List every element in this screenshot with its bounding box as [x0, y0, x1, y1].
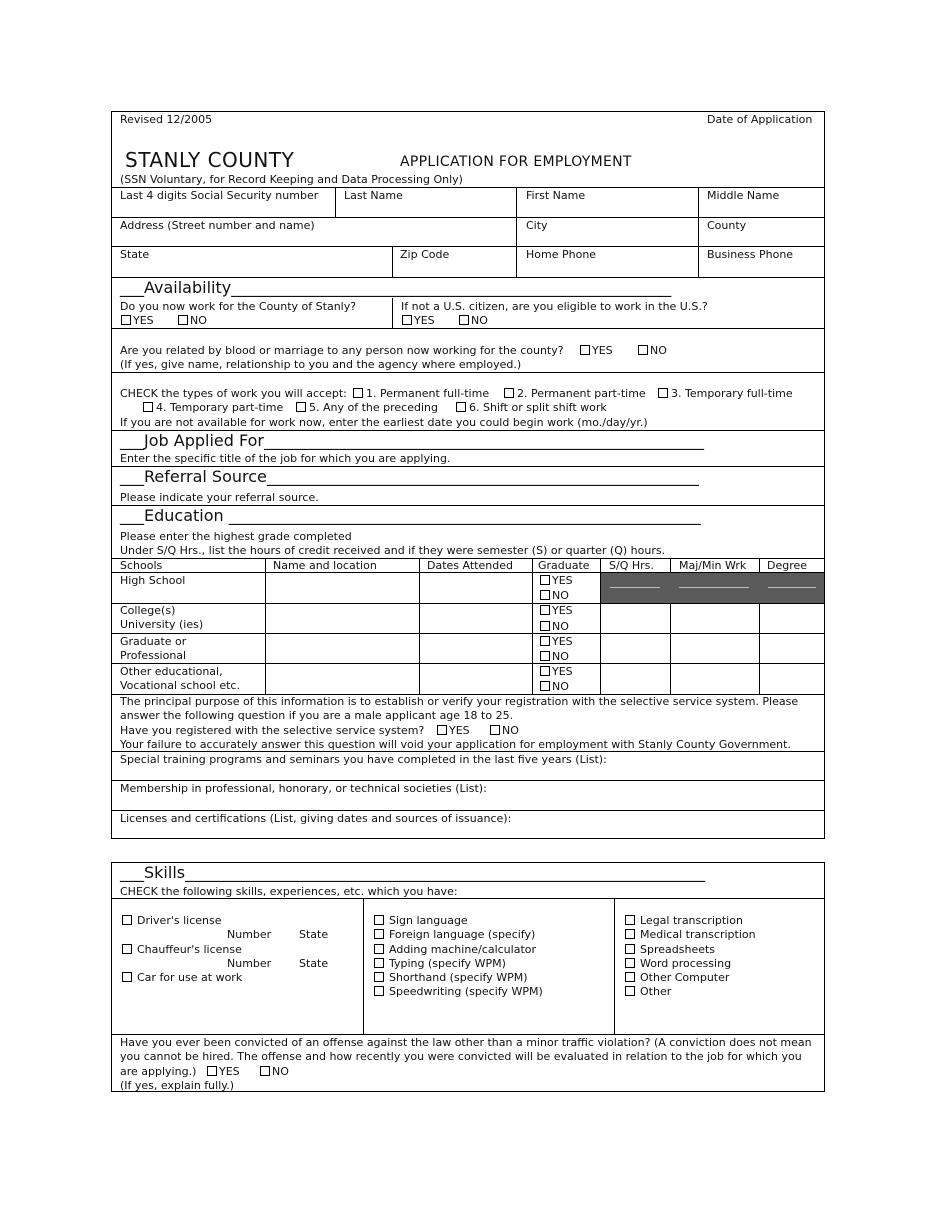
other-graduate-yes-checkbox[interactable]: [540, 666, 550, 676]
skills-heading: ___Skills_________________________________________________________________: [120, 863, 706, 882]
medical-transcription-label: Medical transcription: [640, 928, 756, 941]
job-applied-heading: ___Job Applied For_______________________________________________________: [120, 431, 704, 450]
highest-grade-note: Please enter the highest grade completed: [120, 530, 352, 543]
conviction-yes-checkbox[interactable]: [207, 1066, 217, 1076]
shift-work-label: 6. Shift or split shift work: [469, 401, 607, 414]
typing-label: Typing (specify WPM): [389, 957, 506, 970]
legal-transcription-label: Legal transcription: [640, 914, 743, 927]
permanent-full-time-checkbox[interactable]: [353, 388, 363, 398]
chauffeur-state-label: State: [299, 957, 329, 970]
job-title-note: Enter the specific title of the job for which you are applying.: [120, 452, 451, 465]
availability-heading: ___Availability_______________________________________________________: [120, 278, 672, 297]
other-skill-checkbox[interactable]: [625, 986, 635, 996]
conviction-no-label: NO: [272, 1065, 289, 1078]
college-graduate-no-checkbox[interactable]: [540, 621, 550, 631]
permanent-full-time-label: 1. Permanent full-time: [366, 387, 490, 400]
table-row: College(s): [120, 604, 176, 617]
table-row: Professional: [120, 649, 187, 662]
table-row: Graduate or: [120, 635, 187, 648]
related-note: (If yes, give name, relationship to you and the agency where employed.): [120, 358, 522, 371]
special-training-field[interactable]: Special training programs and seminars you have completed in the last five years (List):: [120, 753, 607, 766]
citizen-no-label: NO: [471, 314, 488, 327]
conviction-no-checkbox[interactable]: [260, 1066, 270, 1076]
citizen-no-checkbox[interactable]: [459, 315, 469, 325]
check-work-types-label: CHECK the types of work you will accept:: [120, 387, 347, 400]
selective-service-purpose: The principal purpose of this information is to establish or verify your registration with the selective service system. Please: [120, 695, 799, 708]
col-sq-hours: S/Q Hrs.: [609, 559, 654, 572]
referral-source-heading: ___Referral Source______________________________________________________: [120, 467, 699, 486]
ssn-note: (SSN Voluntary, for Record Keeping and Data Processing Only): [120, 173, 463, 186]
col-dates-attended: Dates Attended: [427, 559, 513, 572]
medical-transcription-checkbox[interactable]: [625, 929, 635, 939]
drivers-license-label: Driver's license: [137, 914, 222, 927]
selective-yes-checkbox[interactable]: [437, 725, 447, 735]
selective-service-warning: Your failure to accurately answer this question will void your application for employment with Stanly County Government.: [120, 738, 791, 751]
home-phone-field[interactable]: Home Phone: [526, 248, 597, 261]
conviction-question-line3: are applying.): [120, 1065, 197, 1078]
other-graduate-no-checkbox[interactable]: [540, 681, 550, 691]
related-question: Are you related by blood or marriage to any person now working for the county?: [120, 344, 564, 357]
city-field[interactable]: City: [526, 219, 548, 232]
college-graduate-no-label: NO: [552, 620, 569, 633]
related-yes-label: YES: [592, 344, 613, 357]
grad-graduate-yes-checkbox[interactable]: [540, 636, 550, 646]
citizen-yes-checkbox[interactable]: [402, 315, 412, 325]
col-schools: Schools: [120, 559, 163, 572]
col-maj-min: Maj/Min Wrk: [679, 559, 747, 572]
temporary-full-time-label: 3. Temporary full-time: [671, 387, 793, 400]
hs-graduate-no-checkbox[interactable]: [540, 590, 550, 600]
shorthand-label: Shorthand (specify WPM): [389, 971, 528, 984]
conviction-question-line2: you cannot be hired. The offense and how recently you were convicted will be evaluated in relation to the job for which you: [120, 1050, 802, 1063]
referral-note: Please indicate your referral source.: [120, 491, 319, 504]
foreign-language-label: Foreign language (specify): [389, 928, 536, 941]
foreign-language-checkbox[interactable]: [374, 929, 384, 939]
grad-graduate-no-checkbox[interactable]: [540, 651, 550, 661]
speedwriting-label: Speedwriting (specify WPM): [389, 985, 543, 998]
conviction-yes-label: YES: [219, 1065, 240, 1078]
temporary-full-time-checkbox[interactable]: [658, 388, 668, 398]
hs-graduate-yes-label: YES: [552, 574, 573, 587]
college-graduate-yes-checkbox[interactable]: [540, 605, 550, 615]
work-county-yes-checkbox[interactable]: [121, 315, 131, 325]
adding-machine-label: Adding machine/calculator: [389, 943, 537, 956]
table-row: Other educational,: [120, 665, 223, 678]
other-computer-label: Other Computer: [640, 971, 730, 984]
conviction-explain-note: (If yes, explain fully.): [120, 1079, 234, 1092]
col-name-location: Name and location: [273, 559, 377, 572]
education-heading: ___Education ___________________________________________________________: [120, 506, 701, 525]
first-name-field[interactable]: First Name: [526, 189, 586, 202]
skills-check-note: CHECK the following skills, experiences, etc. which you have:: [120, 885, 458, 898]
business-phone-field[interactable]: Business Phone: [707, 248, 794, 261]
drivers-license-checkbox[interactable]: [122, 915, 132, 925]
typing-checkbox[interactable]: [374, 958, 384, 968]
conviction-question-line1: Have you ever been convicted of an offense against the law other than a minor traffic violation? (A conviction does not mean: [120, 1036, 812, 1049]
address-field[interactable]: Address (Street number and name): [120, 219, 315, 232]
spreadsheets-checkbox[interactable]: [625, 944, 635, 954]
citizen-question: If not a U.S. citizen, are you eligible to work in the U.S.?: [401, 300, 708, 313]
selective-service-eligibility: answer the following question if you are a male applicant age 18 to 25.: [120, 709, 514, 722]
col-degree: Degree: [767, 559, 808, 572]
permanent-part-time-checkbox[interactable]: [504, 388, 514, 398]
high-school-shaded-cells: [601, 573, 824, 603]
related-no-checkbox[interactable]: [638, 345, 648, 355]
college-graduate-yes-label: YES: [552, 604, 573, 617]
citizen-yes-label: YES: [414, 314, 435, 327]
state-field[interactable]: State: [120, 248, 150, 261]
shift-work-checkbox[interactable]: [456, 402, 466, 412]
zip-code-field[interactable]: Zip Code: [400, 248, 450, 261]
legal-transcription-checkbox[interactable]: [625, 915, 635, 925]
grad-graduate-yes-label: YES: [552, 635, 573, 648]
selective-no-label: NO: [502, 724, 519, 737]
hs-graduate-yes-checkbox[interactable]: [540, 575, 550, 585]
any-preceding-checkbox[interactable]: [296, 402, 306, 412]
permanent-part-time-label: 2. Permanent part-time: [517, 387, 646, 400]
any-preceding-label: 5. Any of the preceding: [309, 401, 438, 414]
earliest-date-note: If you are not available for work now, enter the earliest date you could begin work (mo./day/yr.): [120, 416, 648, 429]
related-yes-checkbox[interactable]: [580, 345, 590, 355]
sign-language-label: Sign language: [389, 914, 468, 927]
chauffeur-license-label: Chauffeur's license: [137, 943, 242, 956]
selective-yes-label: YES: [449, 724, 470, 737]
work-county-no-checkbox[interactable]: [178, 315, 188, 325]
adding-machine-checkbox[interactable]: [374, 944, 384, 954]
word-processing-checkbox[interactable]: [625, 958, 635, 968]
last-name-field[interactable]: Last Name: [344, 189, 403, 202]
work-county-yes-label: YES: [133, 314, 154, 327]
membership-field[interactable]: Membership in professional, honorary, or technical societies (List):: [120, 782, 487, 795]
car-for-work-label: Car for use at work: [137, 971, 243, 984]
col-graduate: Graduate: [538, 559, 590, 572]
selective-service-question: Have you registered with the selective service system?: [120, 724, 425, 737]
speedwriting-checkbox[interactable]: [374, 986, 384, 996]
chauffeur-license-checkbox[interactable]: [122, 944, 132, 954]
related-no-label: NO: [650, 344, 667, 357]
table-row: High School: [120, 574, 186, 587]
shorthand-checkbox[interactable]: [374, 972, 384, 982]
drivers-license-state-label: State: [299, 928, 329, 941]
date-of-application-label: Date of Application: [707, 113, 813, 126]
selective-no-checkbox[interactable]: [490, 725, 500, 735]
other-computer-checkbox[interactable]: [625, 972, 635, 982]
county-name: STANLY COUNTY: [125, 148, 295, 172]
work-for-county-question: Do you now work for the County of Stanly?: [120, 300, 357, 313]
table-row: Vocational school etc.: [120, 679, 240, 692]
temporary-part-time-checkbox[interactable]: [143, 402, 153, 412]
sq-hours-note: Under S/Q Hrs., list the hours of credit received and if they were semester (S) or quarter (Q) hours.: [120, 544, 666, 557]
work-county-no-label: NO: [190, 314, 207, 327]
other-skill-label: Other: [640, 985, 672, 998]
hs-graduate-no-label: NO: [552, 589, 569, 602]
temporary-part-time-label: 4. Temporary part-time: [156, 401, 284, 414]
car-for-work-checkbox[interactable]: [122, 972, 132, 982]
revised-date: Revised 12/2005: [120, 113, 213, 126]
other-graduate-no-label: NO: [552, 680, 569, 693]
middle-name-field[interactable]: Middle Name: [707, 189, 780, 202]
spreadsheets-label: Spreadsheets: [640, 943, 716, 956]
ssn-field[interactable]: Last 4 digits Social Security number: [120, 189, 319, 202]
table-row: University (ies): [120, 618, 204, 631]
licenses-field[interactable]: Licenses and certifications (List, giving dates and sources of issuance):: [120, 812, 512, 825]
chauffeur-number-label: Number: [227, 957, 272, 970]
drivers-license-number-label: Number: [227, 928, 272, 941]
form-title: APPLICATION FOR EMPLOYMENT: [400, 154, 632, 170]
grad-graduate-no-label: NO: [552, 650, 569, 663]
other-graduate-yes-label: YES: [552, 665, 573, 678]
word-processing-label: Word processing: [640, 957, 732, 970]
county-field[interactable]: County: [707, 219, 747, 232]
sign-language-checkbox[interactable]: [374, 915, 384, 925]
